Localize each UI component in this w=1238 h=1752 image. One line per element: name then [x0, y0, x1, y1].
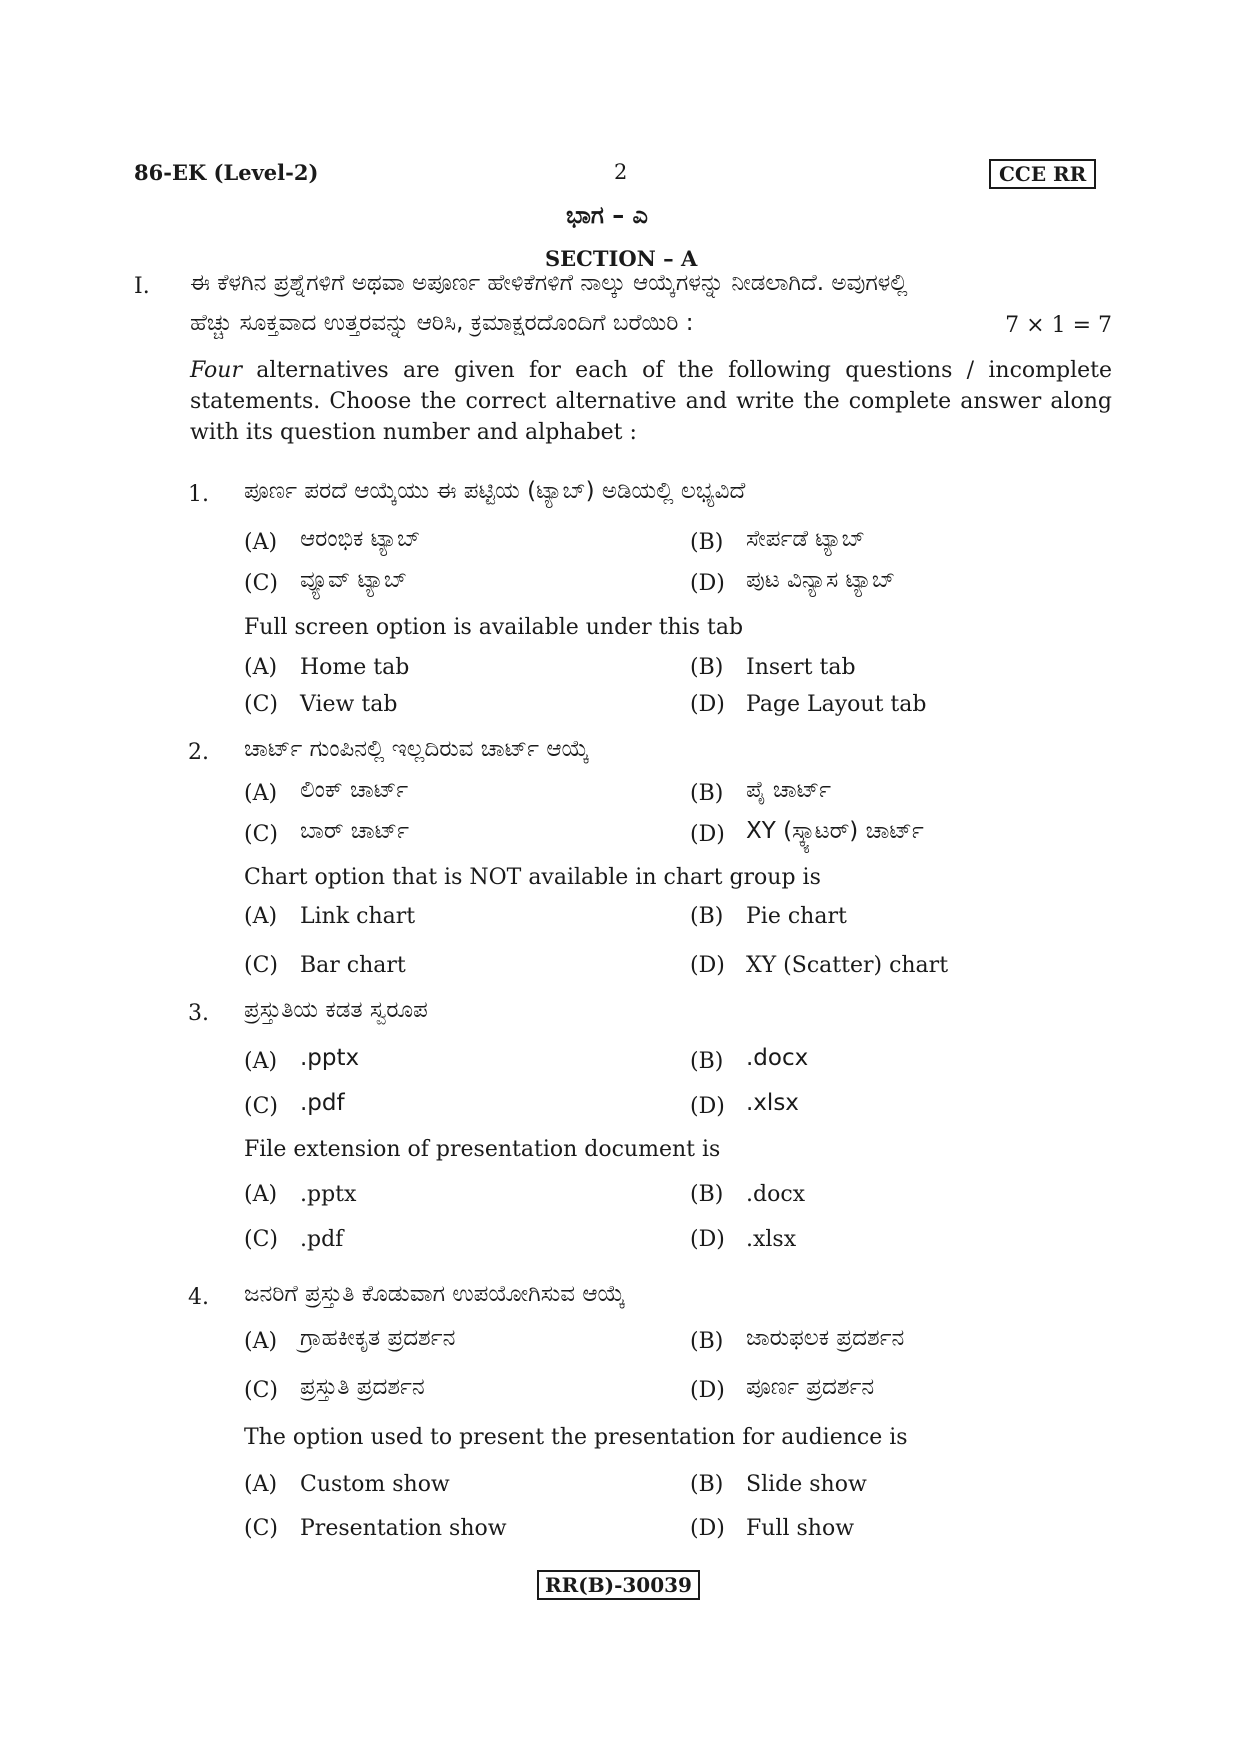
option-english: .pdf [300, 1227, 344, 1252]
option-letter: (A) [244, 655, 278, 680]
option-english: Presentation show [300, 1516, 507, 1541]
option-english: View tab [300, 692, 398, 717]
option-letter: (B) [690, 1329, 724, 1354]
option-letter: (D) [690, 1516, 725, 1541]
option-letter: (A) [244, 1472, 278, 1497]
instruction-kannada-line2: ಹೆಚ್ಚು ಸೂಕ್ತವಾದ ಉತ್ತರವನ್ನು ಆರಿಸಿ, ಕ್ರಮಾಕ್ಷರದೊಂದಿಗೆ ಬರೆಯಿರಿ : [190, 310, 694, 336]
option-letter: (D) [690, 822, 725, 847]
option-kannada: .docx [746, 1045, 809, 1071]
question-english: The option used to present the presentation for audience is [244, 1425, 908, 1450]
question-english: Chart option that is NOT available in chart group is [244, 865, 821, 890]
option-letter: (C) [244, 571, 278, 596]
instruction-kannada-line1: ಈ ಕೆಳಗಿನ ಪ್ರಶ್ನೆಗಳಿಗೆ ಅಥವಾ ಅಪೂರ್ಣ ಹೇಳಿಕೆಗಳಿಗೆ ನಾಲ್ಕು ಆಯ್ಕೆಗಳನ್ನು ನೀಡಲಾಗಿದೆ. ಅವುಗಳಲ್ಲಿ [190, 270, 908, 296]
option-letter: (B) [690, 655, 724, 680]
option-letter: (A) [244, 530, 278, 555]
option-letter: (D) [690, 1378, 725, 1403]
option-kannada: XY (ಸ್ಕ್ಯಾಟರ್) ಚಾರ್ಟ್ [746, 818, 924, 844]
option-english: Pie chart [746, 904, 847, 929]
option-kannada: .xlsx [746, 1090, 799, 1116]
option-kannada: ಆರಂಭಿಕ ಟ್ಯಾಬ್ [300, 526, 421, 552]
option-letter: (B) [690, 1182, 724, 1207]
option-letter: (C) [244, 1094, 278, 1119]
option-english: Insert tab [746, 655, 856, 680]
instruction-english [190, 355, 1112, 448]
option-letter: (D) [690, 692, 725, 717]
option-english: Bar chart [300, 953, 406, 978]
question-number: 1. [188, 482, 209, 507]
option-letter: (A) [244, 1049, 278, 1074]
footer-code: RR(B)-30039 [537, 1570, 700, 1600]
section-title-english: SECTION – A [545, 246, 698, 271]
option-kannada: ಜಾರುಫಲಕ ಪ್ರದರ್ಶನ [746, 1325, 905, 1351]
question-number: 2. [188, 740, 209, 765]
option-english: .pptx [300, 1182, 357, 1207]
option-letter: (C) [244, 953, 278, 978]
option-kannada: ಪೂರ್ಣ ಪ್ರದರ್ಶನ [746, 1374, 875, 1400]
question-kannada: ಜನರಿಗೆ ಪ್ರಸ್ತುತಿ ಕೊಡುವಾಗ ಉಪಯೋಗಿಸುವ ಆಯ್ಕೆ [244, 1281, 626, 1307]
option-english: Home tab [300, 655, 410, 680]
option-letter: (B) [690, 1472, 724, 1497]
option-english: Link chart [300, 904, 416, 929]
option-letter: (D) [690, 571, 725, 596]
question-kannada: ಚಾರ್ಟ್ ಗುಂಪಿನಲ್ಲಿ ಇಲ್ಲದಿರುವ ಚಾರ್ಟ್ ಆಯ್ಕೆ [244, 736, 590, 762]
option-kannada: ಬಾರ್ ಚಾರ್ಟ್ [300, 818, 410, 844]
option-letter: (C) [244, 1378, 278, 1403]
option-letter: (A) [244, 1329, 278, 1354]
option-letter: (B) [690, 904, 724, 929]
option-letter: (C) [244, 822, 278, 847]
option-kannada: ಪುಟ ವಿನ್ಯಾಸ ಟ್ಯಾಬ್ [746, 567, 896, 593]
option-english: .xlsx [746, 1227, 797, 1252]
option-english: Slide show [746, 1472, 867, 1497]
option-letter: (A) [244, 1182, 278, 1207]
question-kannada: ಪ್ರಸ್ತುತಿಯ ಕಡತ ಸ್ವರೂಪ [244, 997, 428, 1023]
option-english: Full show [746, 1516, 855, 1541]
section-title-kannada: ಭಾಗ – ಎ [566, 201, 648, 229]
option-kannada: ವ್ಯೂವ್ ಟ್ಯಾಬ್ [300, 567, 408, 593]
question-number: 3. [188, 1001, 209, 1026]
option-letter: (A) [244, 781, 278, 806]
option-english: Custom show [300, 1472, 450, 1497]
option-letter: (B) [690, 530, 724, 555]
option-kannada: ಸೇರ್ಪಡೆ ಟ್ಯಾಬ್ [746, 526, 865, 552]
option-letter: (D) [690, 1094, 725, 1119]
option-letter: (D) [690, 953, 725, 978]
option-kannada: .pdf [300, 1090, 345, 1116]
marks-allocation: 7 × 1 = 7 [1005, 313, 1112, 338]
paper-code: 86-EK (Level-2) [134, 160, 319, 185]
option-letter: (C) [244, 692, 278, 717]
option-kannada: ಪ್ರಸ್ತುತಿ ಪ್ರದರ್ಶನ [300, 1374, 425, 1400]
instruction-italic-word: Four [190, 358, 242, 383]
option-letter: (C) [244, 1227, 278, 1252]
question-number: 4. [188, 1285, 209, 1310]
question-english: File extension of presentation document is [244, 1137, 721, 1162]
option-letter: (D) [690, 1227, 725, 1252]
option-english: XY (Scatter) chart [746, 953, 949, 978]
instruction-number: I. [134, 274, 150, 299]
option-letter: (A) [244, 904, 278, 929]
option-kannada: ಪೈ ಚಾರ್ಟ್ [746, 777, 832, 803]
option-kannada: .pptx [300, 1045, 360, 1071]
option-letter: (C) [244, 1516, 278, 1541]
option-kannada: ಗ್ರಾಹಕೀಕೃತ ಪ್ರದರ್ಶನ [300, 1325, 456, 1351]
option-english: Page Layout tab [746, 692, 927, 717]
option-english: .docx [746, 1182, 806, 1207]
question-kannada: ಪೂರ್ಣ ಪರದೆ ಆಯ್ಕೆಯು ಈ ಪಟ್ಟಿಯ (ಟ್ಯಾಬ್) ಅಡಿಯಲ್ಲಿ ಲಭ್ಯವಿದೆ [244, 478, 746, 504]
instruction-english-text: alternatives are given for each of the following questions / incomplete statements. Choose the correct alternative and write the complete answer along with its question number and alphabet : [190, 358, 1112, 445]
option-letter: (B) [690, 781, 724, 806]
series-box: CCE RR [989, 159, 1096, 189]
option-letter: (B) [690, 1049, 724, 1074]
question-english: Full screen option is available under this tab [244, 615, 744, 640]
option-kannada: ಲಿಂಕ್ ಚಾರ್ಟ್ [300, 777, 409, 803]
page-number: 2 [614, 160, 628, 184]
